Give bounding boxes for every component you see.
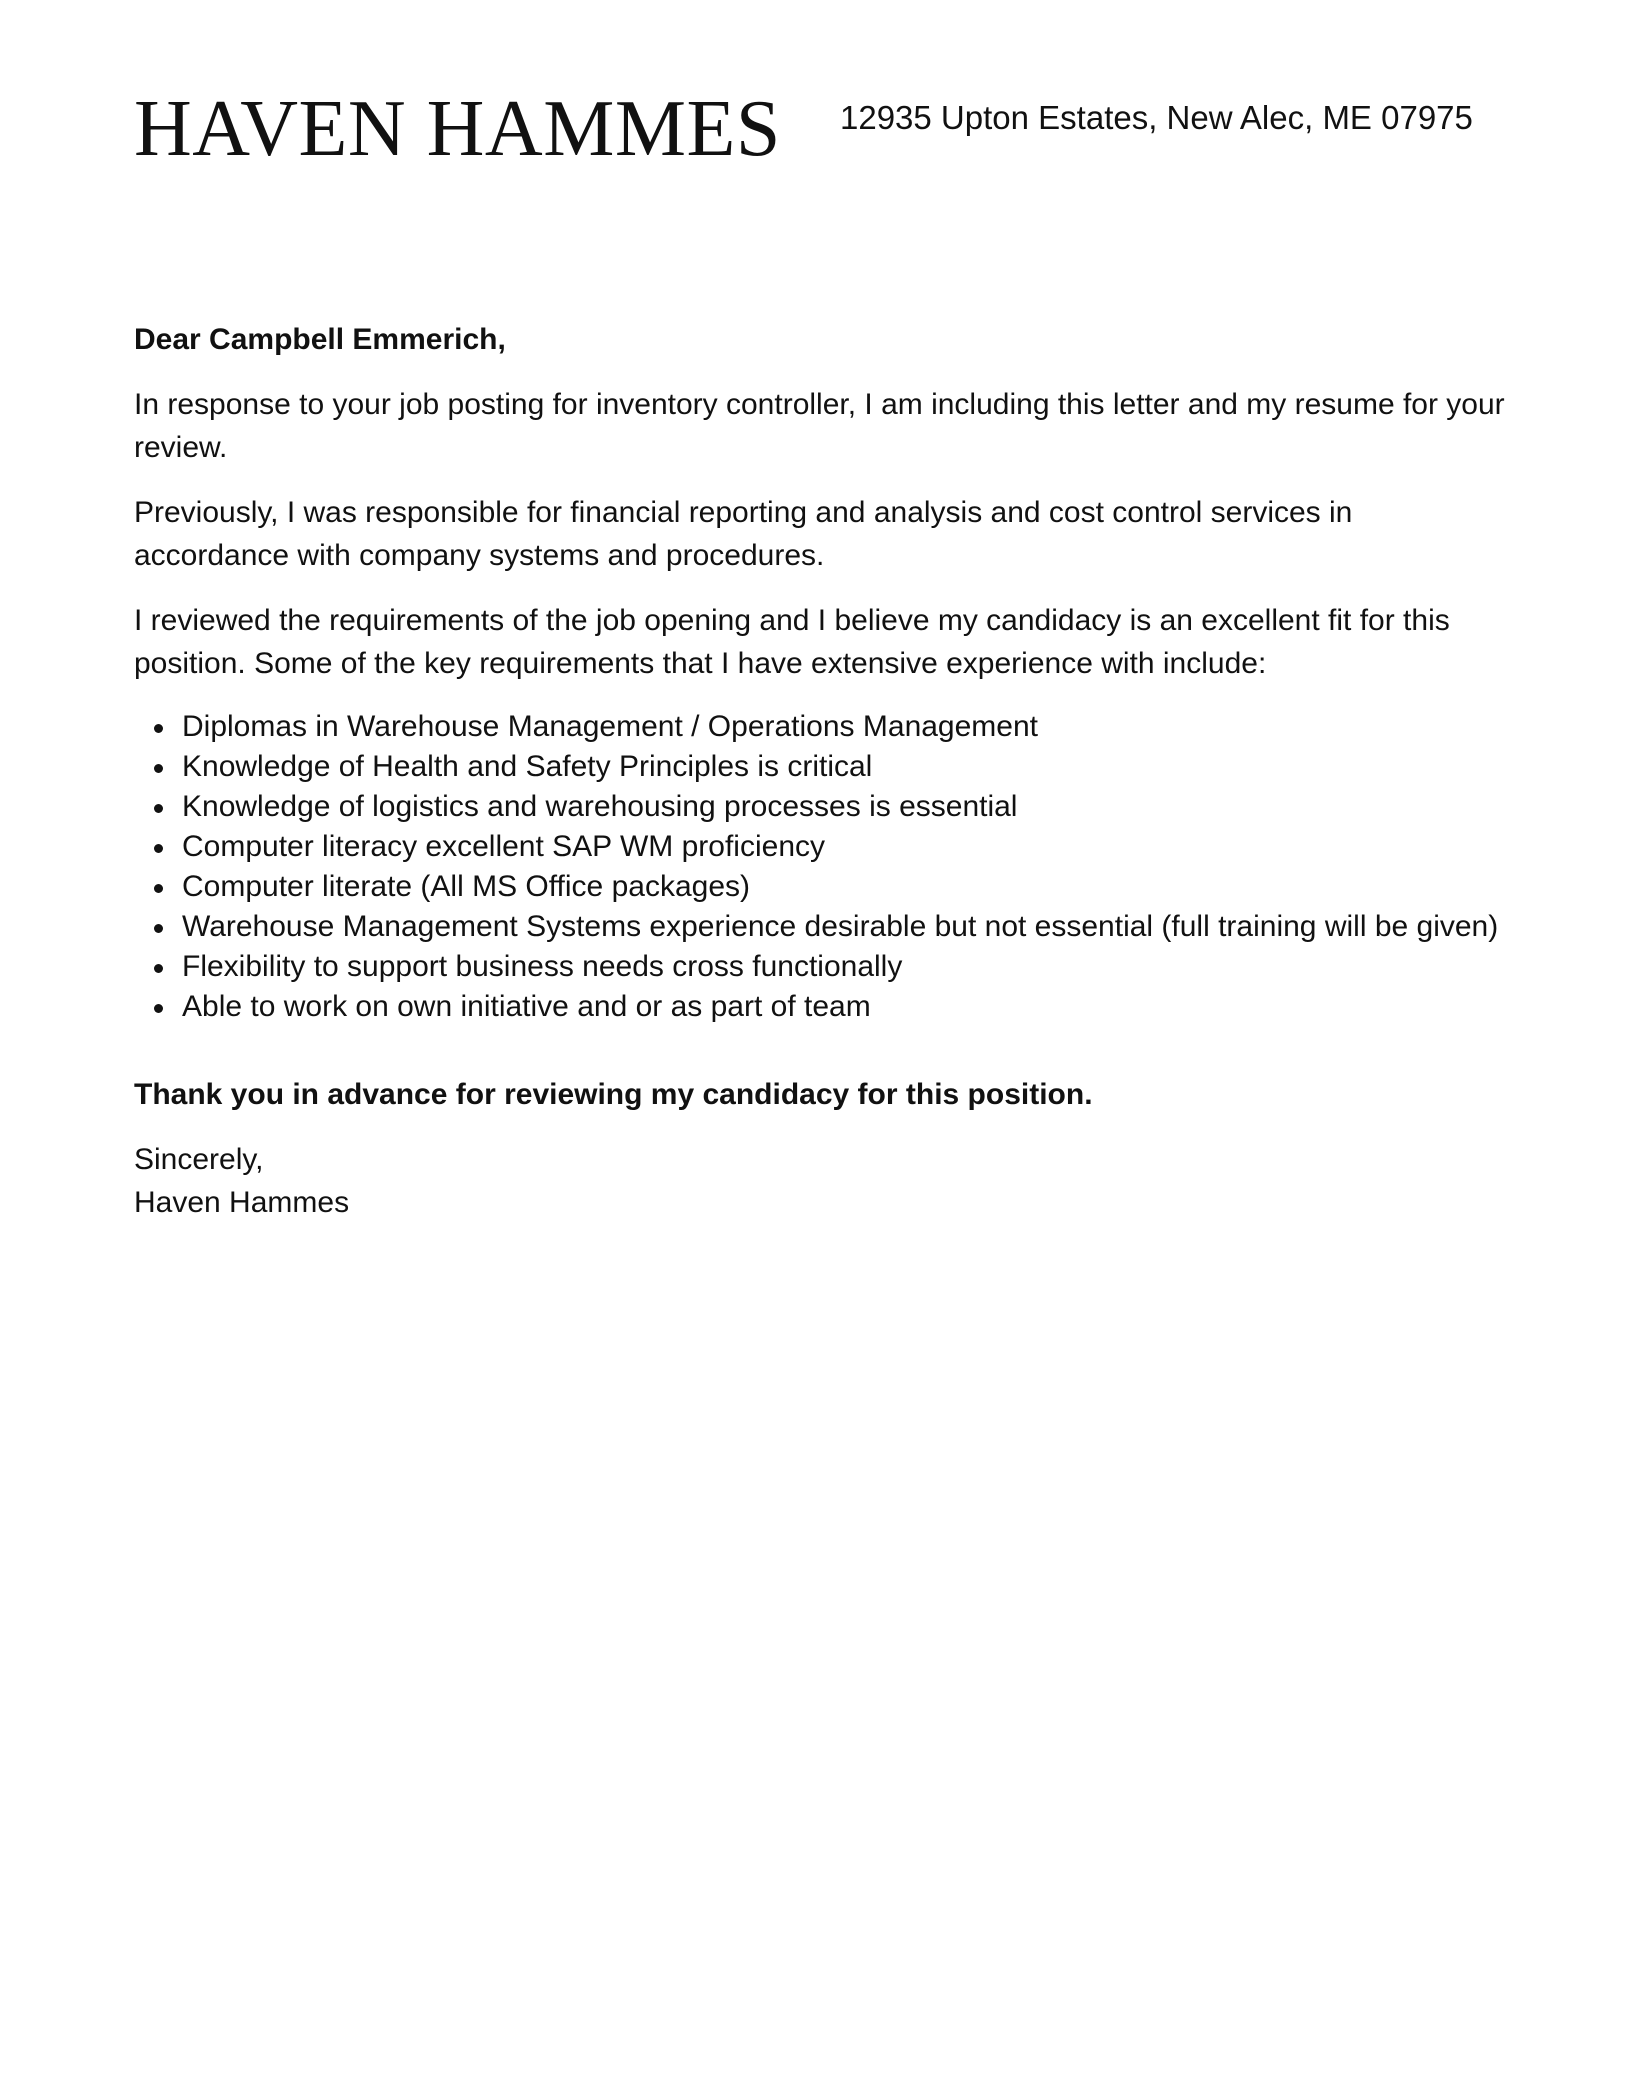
requirement-item xyxy=(182,707,1506,747)
requirement-item xyxy=(182,987,1506,1027)
requirement-text: Computer literacy excellent SAP WM proficiency xyxy=(182,830,826,863)
signature-name: Haven Hammes xyxy=(134,1186,350,1219)
requirement-text: Knowledge of logistics and warehousing processes is essential xyxy=(182,790,1018,823)
salutation: Dear Campbell Emmerich, xyxy=(134,323,506,356)
requirement-item xyxy=(182,907,1506,947)
bullet-icon xyxy=(154,804,163,813)
letter-body xyxy=(134,318,1506,1224)
bullet-icon xyxy=(154,1004,163,1013)
requirement-item xyxy=(182,747,1506,787)
bullet-icon xyxy=(154,724,163,733)
requirement-text: Warehouse Management Systems experience desirable but not essential (full training will be given) xyxy=(182,910,1499,943)
applicant-name: HAVEN HAMMES xyxy=(134,85,781,173)
signoff: Sincerely, xyxy=(134,1143,264,1176)
requirement-item xyxy=(182,827,1506,867)
bullet-icon xyxy=(154,844,163,853)
requirement-item xyxy=(182,787,1506,827)
experience-paragraph: Previously, I was responsible for financial reporting and analysis and cost control services in accordance with company systems and procedures. xyxy=(134,496,1353,572)
requirement-item xyxy=(182,867,1506,907)
requirement-text: Knowledge of Health and Safety Principles is critical xyxy=(182,750,873,783)
bullet-icon xyxy=(154,884,163,893)
requirements-paragraph: I reviewed the requirements of the job opening and I believe my candidacy is an excellent fit for this position. Some of the key requirements that I have extensive experience with include: xyxy=(134,604,1450,680)
bullet-icon xyxy=(154,764,163,773)
bullet-icon xyxy=(154,924,163,933)
requirement-text: Computer literate (All MS Office packages) xyxy=(182,870,750,903)
intro-paragraph: In response to your job posting for inventory controller, I am including this letter and my resume for your review. xyxy=(134,388,1505,464)
requirement-item xyxy=(182,947,1506,987)
applicant-address: 12935 Upton Estates, New Alec, ME 07975 xyxy=(840,99,1473,136)
closing-statement: Thank you in advance for reviewing my candidacy for this position. xyxy=(134,1078,1093,1111)
bullet-icon xyxy=(154,964,163,973)
requirements-list xyxy=(134,707,1506,1027)
requirement-text: Diplomas in Warehouse Management / Operations Management xyxy=(182,710,1038,743)
requirement-text: Flexibility to support business needs cross functionally xyxy=(182,950,903,983)
requirement-text: Able to work on own initiative and or as part of team xyxy=(182,990,871,1023)
letter-header xyxy=(134,84,1498,174)
